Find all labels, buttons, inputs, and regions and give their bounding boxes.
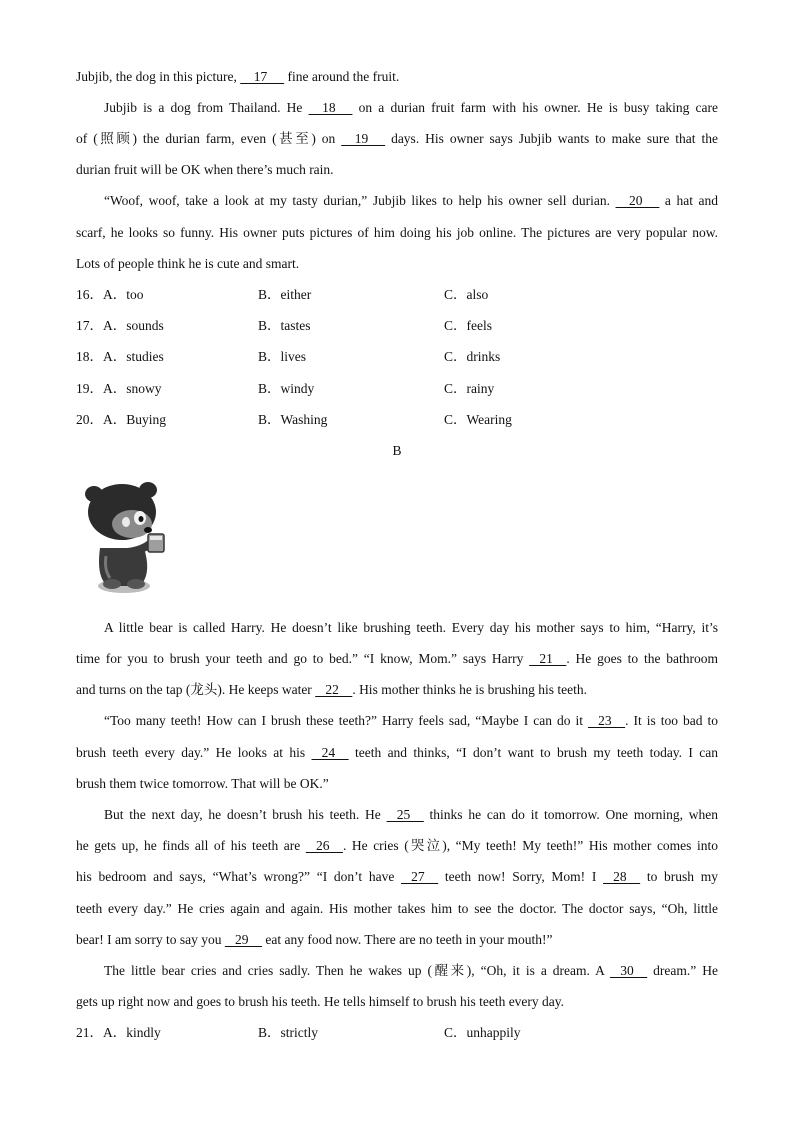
question-option-a: 18．A．studies (76, 349, 164, 364)
passage-b-line: brush them twice tomorrow. That will be OK.” (76, 776, 329, 791)
question-option-c: C．rainy (444, 381, 495, 396)
question-option-c: C．drinks (444, 349, 501, 364)
passage-b-line: “Too many teeth! How can I brush these teeth?” Harry feels sad, “Maybe I can do it 23 . It is too bad to (104, 713, 718, 728)
answer-blank: 25 (386, 807, 424, 822)
passage-a-line: durian fruit will be OK when there’s much rain. (76, 162, 334, 177)
passage-a-line: Jubjib is a dog from Thailand. He 18 on a durian fruit farm with his owner. He is busy taking care (104, 100, 718, 115)
answer-blank: 17 (240, 69, 285, 84)
passage-a-line: Lots of people think he is cute and smart. (76, 256, 300, 271)
passage-b-line: A little bear is called Harry. He doesn’t like brushing teeth. Every day his mother says to him, “Harry, it’s (104, 620, 718, 635)
answer-blank: 18 (308, 100, 353, 115)
answer-blank: 26 (305, 838, 343, 853)
question-option-b: B．Washing (258, 412, 328, 427)
passage-a-line: Jubjib, the dog in this picture, 17 fine around the fruit. (76, 69, 400, 84)
passage-b-line: teeth every day.” He cries again and again. His mother takes him to see the doctor. The doctor says, “Oh, little (76, 901, 718, 916)
passage-b-line: time for you to brush your teeth and go to bed.” “I know, Mom.” says Harry 21 . He goes to the bathroom (76, 651, 718, 666)
question-option-a: 21．A．kindly (76, 1025, 161, 1040)
question-option-c: C．feels (444, 318, 492, 333)
answer-blank: 28 (603, 869, 641, 884)
answer-blank: 24 (311, 745, 349, 760)
question-option-a: 16．A．too (76, 287, 144, 302)
passage-b-line: and turns on the tap (龙头). He keeps water 22 . His mother thinks he is brushing his teeth. (76, 682, 588, 697)
answer-blank: 30 (610, 963, 648, 978)
bear-with-cup-illustration (78, 478, 174, 598)
passage-b-line: The little bear cries and cries sadly. Then he wakes up (醒来), “Oh, it is a dream. A 30 dream.” He (104, 963, 718, 978)
question-option-a: 20．A．Buying (76, 412, 167, 427)
question-option-b: B．strictly (258, 1025, 318, 1040)
passage-b-line: his bedroom and says, “What’s wrong?” “I don’t have 27 teeth now! Sorry, Mom! I 28 to brush my (76, 869, 718, 884)
passage-b-line: bear! I am sorry to say you 29 eat any food now. There are no teeth in your mouth!” (76, 932, 553, 947)
passage-a-line: scarf, he looks so funny. His owner puts pictures of him doing his job online. The pictures are very popular now. (76, 225, 718, 240)
answer-blank: 27 (401, 869, 439, 884)
question-option-c: C．also (444, 287, 489, 302)
passage-b-line: he gets up, he finds all of his teeth are 26 . He cries (哭泣), “My teeth! My teeth!” His mother comes into (76, 838, 718, 853)
section-heading: B (392, 443, 402, 458)
passage-b-line: brush teeth every day.” He looks at his 24 teeth and thinks, “I don’t want to brush my teeth today. I can (76, 745, 718, 760)
question-option-b: B．windy (258, 381, 315, 396)
question-option-c: C．unhappily (444, 1025, 521, 1040)
question-option-b: B．lives (258, 349, 307, 364)
passage-b-line: But the next day, he doesn’t brush his teeth. He 25 thinks he can do it tomorrow. One morning, when (104, 807, 719, 822)
answer-blank: 20 (615, 193, 660, 208)
question-option-a: 19．A．snowy (76, 381, 162, 396)
answer-blank: 21 (529, 651, 567, 666)
answer-blank: 19 (341, 131, 386, 146)
question-option-a: 17．A．sounds (76, 318, 164, 333)
passage-a-line: “Woof, woof, take a look at my tasty durian,” Jubjib likes to help his owner sell durian. 20 a hat and (104, 193, 718, 208)
answer-blank: 29 (224, 932, 262, 947)
passage-b-line: gets up right now and goes to brush his teeth. He tells himself to brush his teeth every day. (76, 994, 565, 1009)
answer-blank: 23 (588, 713, 626, 728)
question-option-b: B．either (258, 287, 312, 302)
passage-a-line: of (照顾) the durian farm, even (甚至) on 19 days. His owner says Jubjib wants to make sure that the (76, 131, 718, 146)
answer-blank: 22 (315, 682, 353, 697)
question-option-b: B．tastes (258, 318, 311, 333)
question-option-c: C．Wearing (444, 412, 512, 427)
